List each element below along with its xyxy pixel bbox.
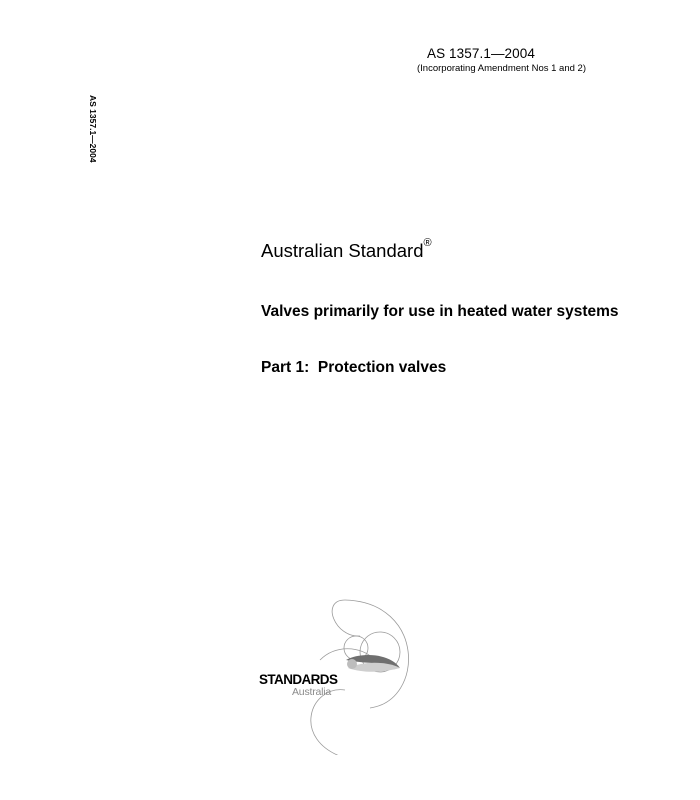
logo-arc-top	[332, 600, 360, 636]
amendment-note: (Incorporating Amendment Nos 1 and 2)	[417, 63, 586, 74]
standard-label-text: Australian Standard	[261, 240, 424, 261]
logo-arc-large	[311, 690, 345, 755]
logo-arc-outer	[345, 600, 409, 708]
logo-subtitle: Australia	[292, 686, 332, 698]
logo-wordmark: STANDARDS	[259, 672, 338, 687]
part-title: Part 1: Protection valves	[261, 359, 447, 376]
registered-mark: ®	[423, 237, 432, 249]
logo-dot	[347, 659, 357, 669]
document-title: Valves primarily for use in heated water systems	[261, 303, 619, 320]
standard-label	[261, 237, 432, 262]
document-number: AS 1357.1—2004	[427, 46, 535, 61]
spine-document-number: AS 1357.1—2004	[88, 95, 98, 163]
